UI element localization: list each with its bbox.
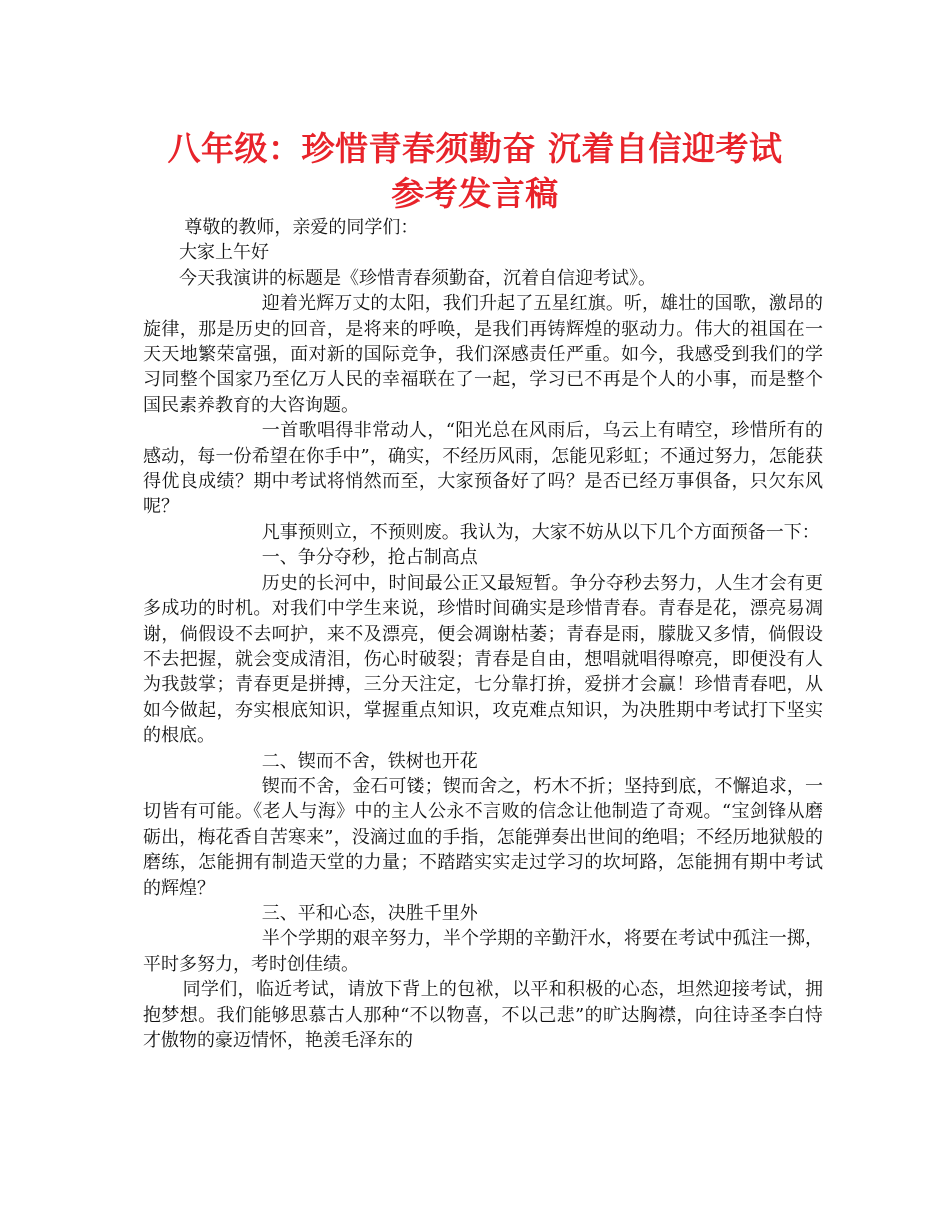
paragraph-effort: 半个学期的艰辛努力，半个学期的辛勤汗水，将要在考试中孤注一掷，平时多努力，考时创佳绩。	[143, 928, 823, 975]
document-title-line-1: 八年级：珍惜青春须勤奋 沉着自信迎考试	[167, 129, 783, 168]
paragraph-closing: 同学们，临近考试，请放下背上的包袱，以平和积极的心态，坦然迎接考试，拥抱梦想。我们能够思慕古人那种“不以物喜，不以己悲”的旷达胸襟，向往诗圣李白恃才傲物的豪迈情怀，艳羡毛泽东的	[143, 979, 823, 1051]
paragraph-time: 历史的长河中，时间最公正又最短暂。争分夺秒去努力，人生才会有更多成功的时机。对我们中学生来说，珍惜时间确实是珍惜青春。青春是花，漂亮易凋谢，倘假设不去呵护，来不及漂亮，便会凋谢枯萎；青春是雨，朦胧又多情，倘假设不去把握，就会变成清泪，伤心时破裂；青春是自由，想唱就唱得嘹亮，即便没有人为我鼓掌；青春更是拼搏，三分天注定，七分靠打拚，爱拼才会赢！珍惜青春吧，从如今做起，夯实根底知识，掌握重点知识，攻克难点知识，为决胜期中考试打下坚实的根底。	[143, 572, 823, 747]
paragraph-preparation: 凡事预则立，不预则废。我认为，大家不妨从以下几个方面预备一下：	[261, 521, 820, 543]
section-heading-1: 一、争分夺秒，抢占制高点	[261, 547, 478, 569]
paragraph-flag-raising: 迎着光辉万丈的太阳，我们升起了五星红旗。听，雄壮的国歌，激昂的旋律，那是历史的回音，是将来的呼唤，是我们再铸辉煌的驱动力。伟大的祖国在一天天地繁荣富强，面对新的国际竞争，我们深感责任严重。如今，我感受到我们的学习同整个国家乃至亿万人民的幸福联在了一起，学习已不再是个人的小事，而是整个国民素养教育的大咨询题。	[143, 293, 823, 416]
section-heading-2: 二、锲而不舍，铁树也开花	[261, 750, 478, 772]
paragraph-perseverance: 锲而不舍，金石可镂；锲而舍之，朽木不折；坚持到底，不懈追求，一切皆有可能。《老人与海》中的主人公永不言败的信念让他制造了奇观。“宝剑锋从磨砺出，梅花香自苦寒来”，没滴过血的手指，怎能弹奏出世间的绝唱；不经历地狱般的磨练，怎能拥有制造天堂的力量；不踏踏实实走过学习的坎坷路，怎能拥有期中考试的辉煌？	[143, 775, 823, 899]
paragraph-song: 一首歌唱得非常动人，“阳光总在风雨后，乌云上有晴空，珍惜所有的感动，每一份希望在你手中”，确实，不经历风雨，怎能见彩虹；不通过努力，怎能获得优良成绩？期中考试将悄然而至，大家预备好了吗？是否已经万事俱备，只欠东风呢？	[143, 420, 823, 518]
document-title-line-2: 参考发言稿	[391, 174, 559, 213]
speech-body	[143, 215, 823, 1053]
speech-topic: 今天我演讲的标题是《珍惜青春须勤奋，沉着自信迎考试》。	[179, 267, 656, 289]
salutation: 尊敬的教师，亲爱的同学们：	[184, 217, 419, 238]
section-heading-3: 三、平和心态，决胜千里外	[261, 902, 478, 924]
greeting: 大家上午好	[179, 242, 269, 264]
